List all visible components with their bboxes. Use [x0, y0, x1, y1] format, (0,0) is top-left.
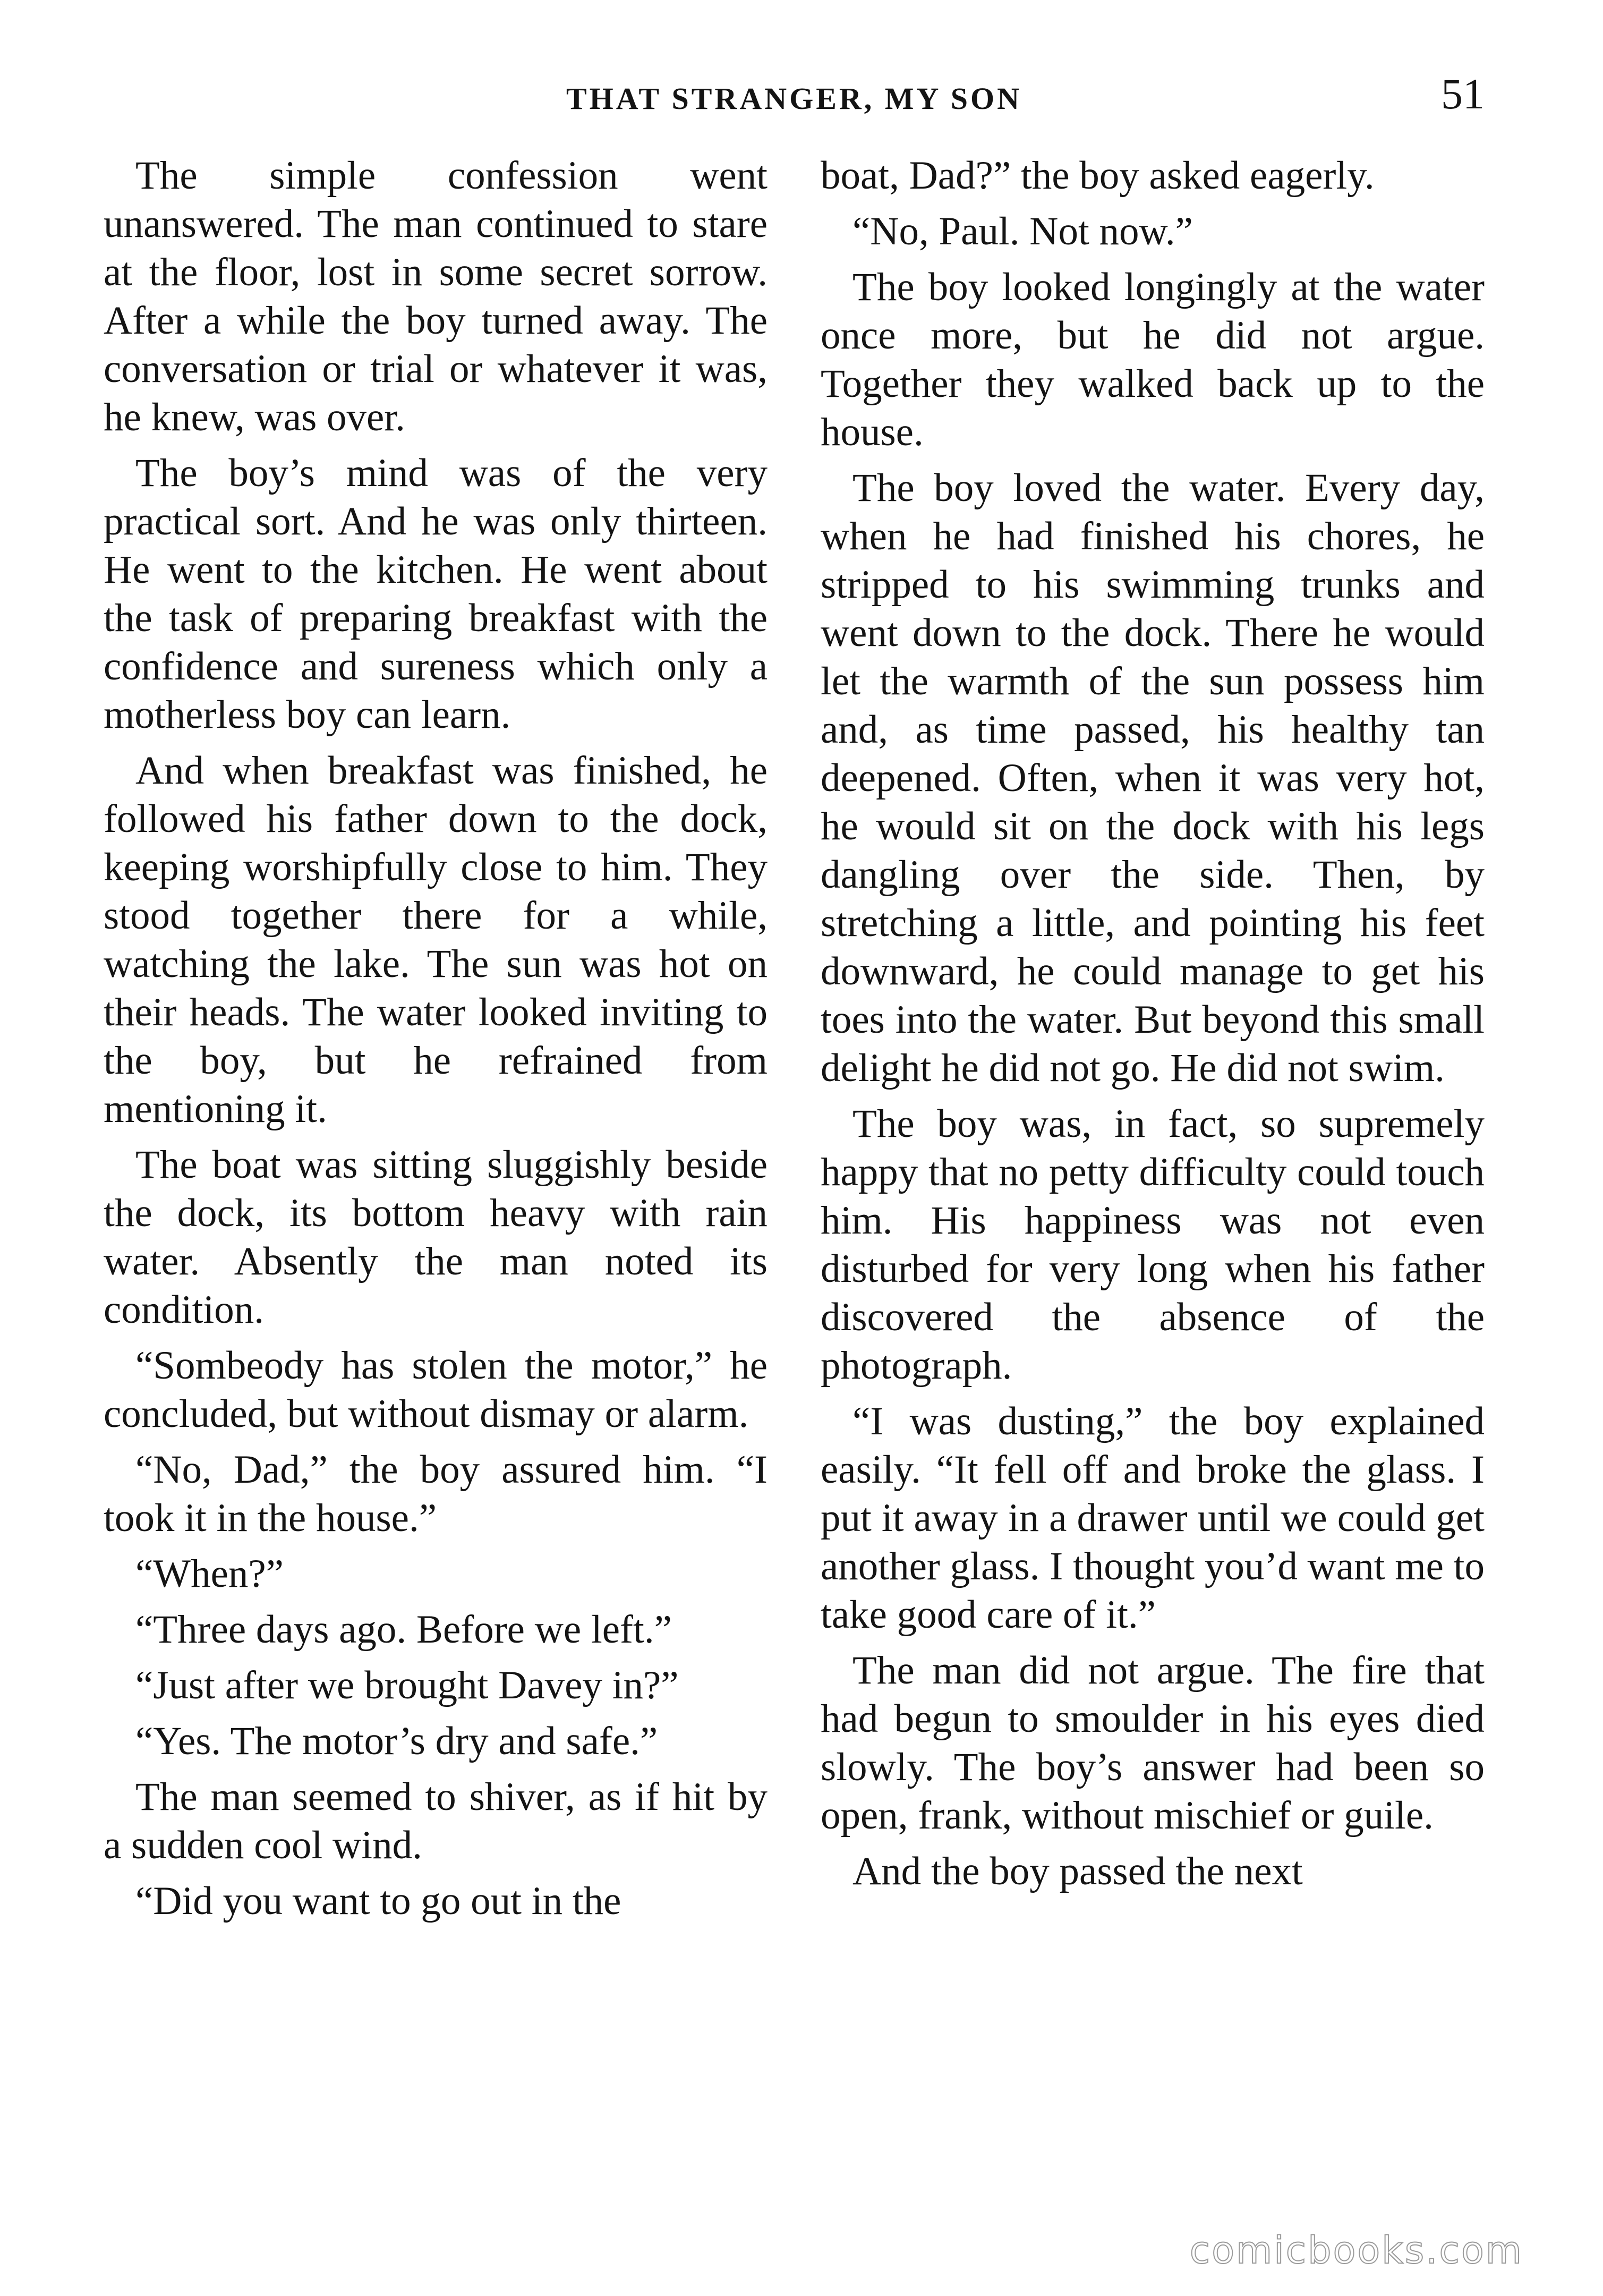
- paragraph-continuation: boat, Dad?” the boy asked eagerly.: [821, 154, 1375, 198]
- paragraph: “Sombeody has stolen the motor,” he concluded, but without dismay or alarm.: [104, 1343, 768, 1436]
- paragraph: “No, Dad,” the boy assured him. “I took it in the house.”: [104, 1448, 768, 1540]
- paragraph: The boy looked longingly at the water once more, but he did not argue. Together they walked back up to the house.: [821, 265, 1485, 454]
- paragraph: The boy’s mind was of the very practical sort. And he was only thirteen. He went to the kitchen. He went about the task of preparing breakfast with the confidence and sureness which only a motherless boy can learn.: [104, 451, 768, 737]
- paragraph: And when breakfast was finished, he followed his father down to the dock, keeping worshipfully close to him. They stood together there for a while, watching the lake. The sun was hot on their heads. The water looked inviting to the boy, but he refrained from mentioning it.: [104, 749, 768, 1131]
- paragraph: “Just after we brought Davey in?”: [135, 1663, 679, 1707]
- watermark: comicbooks.com: [1189, 2229, 1523, 2272]
- paragraph: The man seemed to shiver, as if hit by a sudden cool wind.: [104, 1775, 768, 1867]
- paragraph: The simple confession went unanswered. The man continued to stare at the floor, lost in some secret sorrow. After a while the boy turned away. The conversation or trial or whatever it was, he knew, was over.: [104, 154, 768, 439]
- paragraph: The boy loved the water. Every day, when he had finished his chores, he stripped to his swimming trunks and went down to the dock. There he would let the warmth of the sun possess him and, as time passed, his healthy tan deepened. Often, when it was very hot, he would sit on the dock with his legs dangling over the side. Then, by stretching a little, and pointing his feet downward, he could manage to get his toes into the water. But beyond this small delight he did not go. He did not swim.: [821, 466, 1485, 1090]
- right-column: [821, 151, 1485, 1903]
- paragraph: “No, Paul. Not now.”: [852, 209, 1193, 253]
- paragraph: “When?”: [135, 1552, 284, 1596]
- page-header: [104, 69, 1485, 127]
- page-number: 51: [1441, 70, 1485, 118]
- paragraph: “Three days ago. Before we left.”: [135, 1608, 672, 1652]
- running-title: THAT STRANGER, MY SON: [566, 81, 1022, 116]
- paragraph: And the boy passed the next: [852, 1849, 1303, 1893]
- paragraph: “I was dusting,” the boy explained easily. “It fell off and broke the glass. I put it away in a drawer until we could get another glass. I thought you’d want me to take good care of it.”: [821, 1399, 1485, 1637]
- paragraph: The boy was, in fact, so supremely happy that no petty difficulty could touch him. His happiness was not even disturbed for very long when his father discovered the absence of the photograph.: [821, 1102, 1485, 1388]
- paragraph: The boat was sitting sluggishly beside the dock, its bottom heavy with rain water. Absently the man noted its condition.: [104, 1143, 768, 1332]
- paragraph: “Yes. The motor’s dry and safe.”: [135, 1719, 658, 1763]
- left-column: [104, 151, 768, 1933]
- paragraph: The man did not argue. The fire that had begun to smoulder in his eyes died slowly. The boy’s answer had been so open, frank, without mischief or guile.: [821, 1648, 1485, 1838]
- paragraph: “Did you want to go out in the: [135, 1879, 621, 1923]
